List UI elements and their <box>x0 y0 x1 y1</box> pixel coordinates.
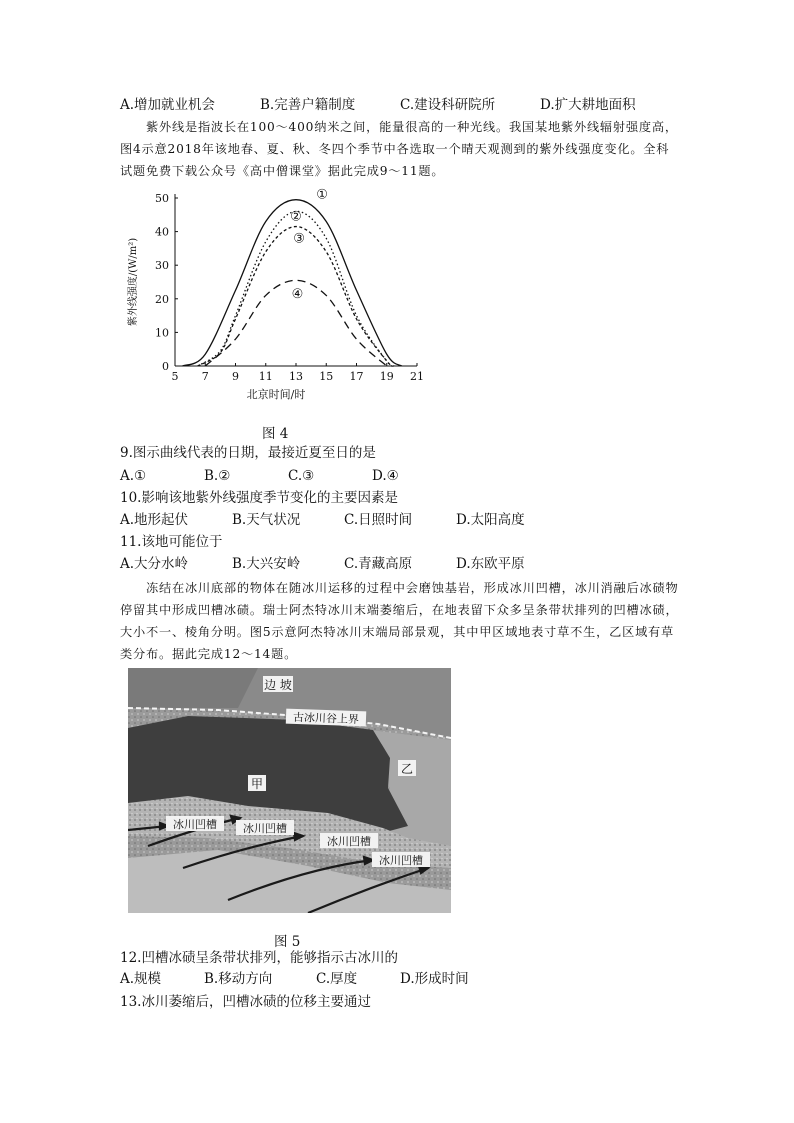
x-tick-label: 13 <box>289 370 303 383</box>
series-label-4: ④ <box>291 286 304 302</box>
q11-option-d: D.东欧平原 <box>456 556 525 572</box>
q10-option-c: C.日照时间 <box>344 512 413 528</box>
q9-option-c: C.③ <box>288 468 315 484</box>
label-ancient-valley-boundary: 古冰川谷上界 <box>292 710 360 727</box>
q10-option-b: B.天气状况 <box>232 512 301 528</box>
q11-stem: 11.该地可能位于 <box>120 534 223 550</box>
label-groove-3: 冰川凹槽 <box>327 835 371 848</box>
q8-option-c: C.建设科研院所 <box>400 97 496 113</box>
q9-option-a: A.① <box>120 468 147 484</box>
series-line-1 <box>183 200 402 366</box>
x-tick-label: 17 <box>349 370 364 383</box>
x-tick-label: 15 <box>319 370 334 383</box>
x-tick-label: 7 <box>201 370 209 383</box>
figure-4-caption: 图 4 <box>262 426 289 442</box>
y-tick-label: 30 <box>155 259 169 273</box>
label-groove-2: 冰川凹槽 <box>243 822 287 835</box>
figure-5-caption: 图 5 <box>274 934 301 950</box>
x-axis-label: 北京时间/时 <box>246 388 306 401</box>
glacier-photo-graphic <box>128 668 451 913</box>
y-tick-label: 40 <box>155 225 169 239</box>
y-tick-label: 50 <box>155 192 169 205</box>
label-groove-1: 冰川凹槽 <box>173 818 217 831</box>
y-tick-label: 10 <box>155 326 169 340</box>
q12-option-a: A.规模 <box>120 971 162 987</box>
label-groove-4: 冰川凹槽 <box>379 854 423 867</box>
q10-stem: 10.影响该地紫外线强度季节变化的主要因素是 <box>120 490 398 506</box>
q11-option-b: B.大兴安岭 <box>232 556 301 572</box>
q9-stem: 9.图示曲线代表的日期，最接近夏至日的是 <box>120 445 376 461</box>
q12-option-b: B.移动方向 <box>204 971 273 987</box>
q13-stem: 13.冰川萎缩后，凹槽冰碛的位移主要通过 <box>120 994 371 1010</box>
q10-option-d: D.太阳高度 <box>456 512 525 528</box>
label-yi: 乙 <box>400 762 414 776</box>
x-tick-label: 5 <box>171 370 179 383</box>
x-tick-label: 19 <box>379 370 394 383</box>
y-tick-label: 0 <box>162 360 169 373</box>
label-slope: 边 坡 <box>264 678 292 692</box>
q8-option-b: B.完善户籍制度 <box>260 97 356 113</box>
q12-option-c: C.厚度 <box>316 971 358 987</box>
x-tick-label: 11 <box>258 370 273 383</box>
series-label-1: ① <box>316 187 328 203</box>
q9-option-d: D.④ <box>372 468 399 484</box>
q10-option-a: A.地形起伏 <box>120 512 189 528</box>
intro-paragraph-glacier: 冻结在冰川底部的物体在随冰川运移的过程中会磨蚀基岩，形成冰川凹槽，冰川消融后冰碛物停留其中形成凹槽冰碛。瑞士阿杰特冰川末端萎缩后，在地表留下众多呈条带状排列的凹槽冰碛，大小不一、棱角分明。图5示意阿杰特冰川末端局部景观，其中甲区域地表寸草不生，乙区域有草类分布。据此完成12～14题。 <box>120 581 679 661</box>
series-label-3: ③ <box>293 231 305 247</box>
y-tick-label: 20 <box>155 292 169 306</box>
x-tick-label: 9 <box>232 370 239 383</box>
q8-option-d: D.扩大耕地面积 <box>540 97 636 113</box>
series-label-2: ② <box>290 209 302 225</box>
q11-option-c: C.青藏高原 <box>344 556 413 572</box>
q8-option-a: A.增加就业机会 <box>120 97 216 113</box>
label-jia: 甲 <box>250 777 264 791</box>
q9-option-b: B.② <box>204 468 231 484</box>
q12-option-d: D.形成时间 <box>400 971 469 987</box>
y-axis-label: 紫外线强度/(W/m²) <box>128 237 139 327</box>
uv-chart <box>120 186 440 404</box>
glacier-photo <box>128 668 451 913</box>
x-tick-label: 21 <box>410 370 424 383</box>
q11-option-a: A.大分水岭 <box>120 556 189 572</box>
q12-stem: 12.凹槽冰碛呈条带状排列，能够指示古冰川的 <box>120 950 398 966</box>
intro-paragraph-uv: 紫外线是指波长在100～400纳米之间，能量很高的一种光线。我国某地紫外线辐射强度高，图4示意2018年该地春、夏、秋、冬四个季节中各选取一个晴天观测到的紫外线强度变化。全科试题免费下载公众号《高中僧课堂》据此完成9～11题。 <box>120 120 678 178</box>
